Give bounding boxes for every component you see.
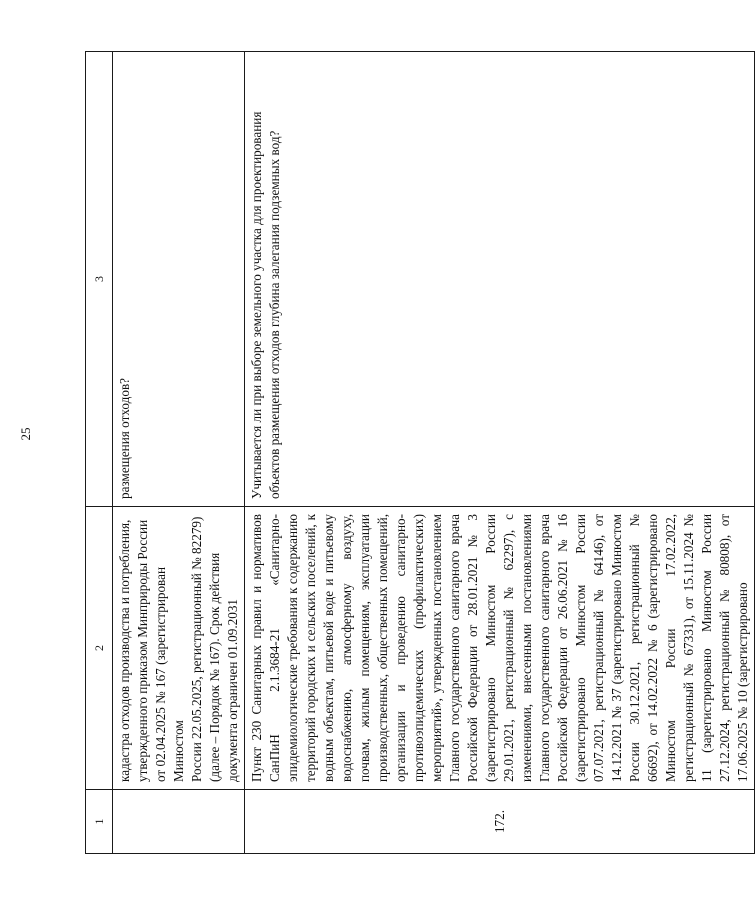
table-row <box>113 52 245 854</box>
requirements-table <box>85 51 755 854</box>
rotated-table-container <box>85 52 750 854</box>
row-number: 172. <box>245 790 755 854</box>
legal-basis-line: от 02.04.2025 № 167 (зарегистрирован Минюстом <box>153 566 186 782</box>
page-number: 25 <box>18 427 33 441</box>
column-header-3: 3 <box>86 52 113 507</box>
column-header-2: 2 <box>86 507 113 790</box>
legal-basis-line: документа ограничен 01.09.2031 <box>225 598 240 782</box>
question-cell: Учитывается ли при выборе земельного участка для проектирования объектов размещения отходов глубина залегания подземных вод? <box>245 52 755 507</box>
legal-basis-line: (далее – Порядок № 167). Срок действия <box>207 552 222 782</box>
table-row <box>245 52 755 854</box>
legal-basis-line: России 22.05.2025, регистрационный № 82279) <box>189 516 204 782</box>
row-number <box>113 790 245 854</box>
legal-basis-cell: Пункт 230 Санитарных правил и нормативов СанПиН 2.1.3684-21 «Санитарно-эпидемиологические требования к содержанию территорий городских и сельских поселений, к водным объектам, питьевой воде и питьевому водоснабжению, атмосферному воздуху, почвам, жилым помещениям, эксплуатации производственных, общественных помещений, организации и проведению санитарно-противоэпидемических (профилактических) мероприятий», утвержденных постановлением Главного государственного санитарного врача Российской Федерации от 28.01.2021 № 3 (зарегистрировано Минюстом России 29.01.2021, регистрационный № 62297), с изменениями, внесенными постановлениями Главного государственного санитарного врача Российской Федерации от 26.06.2021 № 16 (зарегистрировано Минюстом России 07.07.2021, регистрационный № 64146), от 14.12.2021 № 37 (зарегистрировано Минюстом России 30.12.2021, регистрационный № 66692), от 14.02.2022 № 6 (зарегистрировано Минюстом России 17.02.2022, регистрационный № 67331), от 15.11.2024 № 11 (зарегистрировано Минюстом России 27.12.2024, регистрационный № 80808), от 17.06.2025 № 10 (зарегистрировано <box>245 507 755 790</box>
legal-basis-line: кадастра отходов производства и потребления, <box>117 519 132 782</box>
legal-basis-line: утвержденного приказом Минприроды России <box>135 519 150 782</box>
table-header-row <box>86 52 113 854</box>
column-header-1: 1 <box>86 790 113 854</box>
question-cell: размещения отходов? <box>113 52 245 507</box>
legal-basis-cell <box>113 507 245 790</box>
